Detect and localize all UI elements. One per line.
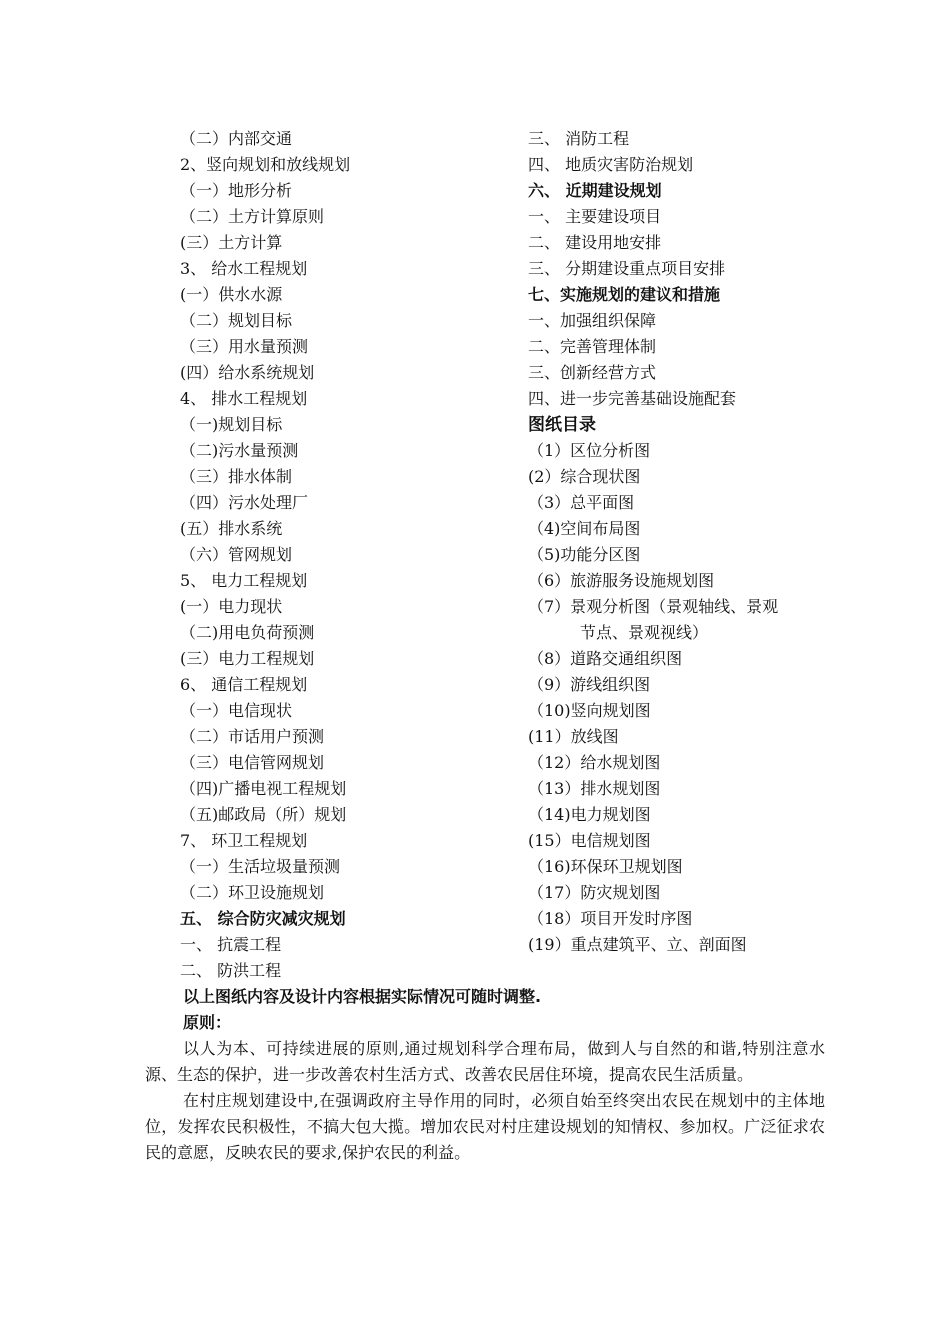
outline-item: （1）区位分析图 <box>528 441 651 460</box>
outline-item: （二)用电负荷预测 <box>180 623 315 642</box>
outline-item: （16)环保环卫规划图 <box>528 857 683 876</box>
outline-item: （14)电力规划图 <box>528 805 651 824</box>
outline-item: （三）排水体制 <box>180 467 293 486</box>
outline-item: （三）电信管网规划 <box>180 753 325 772</box>
outline-item: （3）总平面图 <box>528 493 635 512</box>
principle-paragraph-2: 在村庄规划建设中,在强调政府主导作用的同时，必须自始至终突出农民在规划中的主体地位，发挥农民积极性，不搞大包大揽。增加农民对村庄建设规划的知情权、参加权。广泛征求农民的意愿，反映农民的要求,保护农民的利益。 <box>145 1091 825 1162</box>
outline-item: 六、 近期建设规划 <box>528 181 662 200</box>
outline-item: 3、 给水工程规划 <box>180 259 308 278</box>
outline-item: （二）规划目标 <box>180 311 293 330</box>
principle-paragraph-1: 以人为本、可持续进展的原则,通过规划科学合理布局，做到人与自然的和谐,特别注意水源、生态的保护，进一步改善农村生活方式、改善农民居住环境，提高农民生活质量。 <box>145 1039 825 1084</box>
outline-item: 二、 建设用地安排 <box>528 233 662 252</box>
outline-item: (15）电信规划图 <box>528 831 651 850</box>
outline-item: 7、 环卫工程规划 <box>180 831 308 850</box>
outline-item: （17）防灾规划图 <box>528 883 661 902</box>
outline-item: （10)竖向规划图 <box>528 701 651 720</box>
outline-item: （18）项目开发时序图 <box>528 909 693 928</box>
outline-item: （二）市话用户预测 <box>180 727 325 746</box>
outline-item: 2、竖向规划和放线规划 <box>180 155 351 174</box>
outline-item: 二、 防洪工程 <box>180 961 282 980</box>
outline-item: （一）地形分析 <box>180 181 293 200</box>
outline-item: 5、 电力工程规划 <box>180 571 308 590</box>
document-body <box>145 984 825 1166</box>
outline-item: （二）环卫设施规划 <box>180 883 325 902</box>
outline-item: 一、加强组织保障 <box>528 311 657 330</box>
outline-item: （六）管网规划 <box>180 545 293 564</box>
outline-item: （7）景观分析图（景观轴线、景观 <box>528 597 779 616</box>
outline-item: 三、创新经营方式 <box>528 363 657 382</box>
outline-item: （4)空间布局图 <box>528 519 641 538</box>
adjustment-note: 以上图纸内容及设计内容根据实际情况可随时调整. <box>183 987 542 1006</box>
outline-item: (一）供水水源 <box>180 285 283 304</box>
outline-item: 三、 分期建设重点项目安排 <box>528 259 726 278</box>
outline-item: 4、 排水工程规划 <box>180 389 308 408</box>
outline-item: （三）用水量预测 <box>180 337 309 356</box>
outline-item: 图纸目录 <box>528 415 596 435</box>
outline-item: (一）电力现状 <box>180 597 283 616</box>
outline-item: （二）土方计算原则 <box>180 207 325 226</box>
outline-item: （二）内部交通 <box>180 129 293 148</box>
outline-item: 四、 地质灾害防治规划 <box>528 155 694 174</box>
outline-item: (2）综合现状图 <box>528 467 641 486</box>
outline-right-column <box>528 126 848 958</box>
outline-item: (四）给水系统规划 <box>180 363 315 382</box>
outline-item: 三、 消防工程 <box>528 129 630 148</box>
outline-item: 6、 通信工程规划 <box>180 675 308 694</box>
outline-left-column <box>180 126 510 984</box>
outline-item: (三）电力工程规划 <box>180 649 315 668</box>
outline-item: （一）电信现状 <box>180 701 293 720</box>
outline-item: （一)规划目标 <box>180 415 283 434</box>
outline-item: （12）给水规划图 <box>528 753 661 772</box>
outline-item: （5)功能分区图 <box>528 545 641 564</box>
outline-item: 四、进一步完善基础设施配套 <box>528 389 737 408</box>
outline-item: 七、实施规划的建议和措施 <box>528 285 721 304</box>
outline-item: （6）旅游服务设施规划图 <box>528 571 715 590</box>
outline-item: (11）放线图 <box>528 727 619 746</box>
outline-item: （13）排水规划图 <box>528 779 661 798</box>
outline-item: 五、 综合防灾减灾规划 <box>180 909 346 928</box>
outline-item: （五)邮政局（所）规划 <box>180 805 347 824</box>
outline-item: （四）污水处理厂 <box>180 493 309 512</box>
outline-item: 节点、景观视线） <box>580 623 709 642</box>
outline-item: （一）生活垃圾量预测 <box>180 857 341 876</box>
principle-heading: 原则： <box>183 1013 232 1032</box>
outline-item: 一、 主要建设项目 <box>528 207 662 226</box>
outline-item: （四)广播电视工程规划 <box>180 779 347 798</box>
outline-item: 一、 抗震工程 <box>180 935 282 954</box>
outline-item: (三）土方计算 <box>180 233 283 252</box>
outline-item: （二)污水量预测 <box>180 441 299 460</box>
outline-item: (五）排水系统 <box>180 519 283 538</box>
outline-item: (19）重点建筑平、立、剖面图 <box>528 935 747 954</box>
outline-item: （9）游线组织图 <box>528 675 651 694</box>
outline-item: （8）道路交通组织图 <box>528 649 683 668</box>
outline-item: 二、完善管理体制 <box>528 337 657 356</box>
